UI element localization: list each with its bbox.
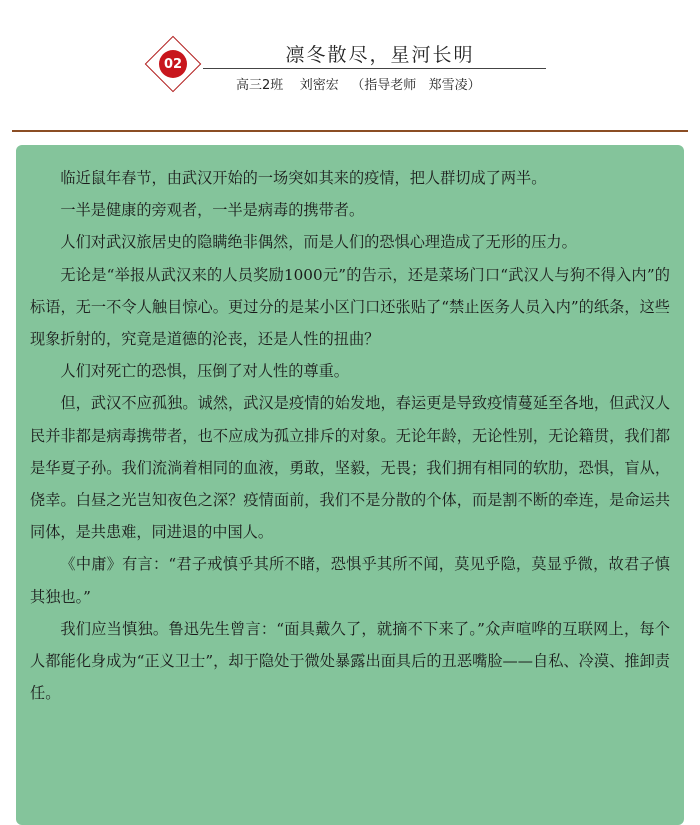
paragraph: 我们应当慎独。鲁迅先生曾言：“面具戴久了，就摘不下来了。”众声喧哗的互联网上，每个人都能化身成为“正义卫士”，却于隐处于微处暴露出面具后的丑恶嘴脸——自私、冷漠、推卸责任。 bbox=[30, 619, 670, 703]
issue-badge bbox=[147, 38, 199, 90]
paragraph: 但，武汉不应孤独。诚然，武汉是疫情的始发地，春运更是导致疫情蔓延至各地，但武汉人民并非都是病毒携带者，也不应成为孤立排斥的对象。无论年龄，无论性别，无论籍贯，我们都是华夏子孙。我们流淌着相同的血液，勇敢，坚毅，无畏；我们拥有相同的软肋，恐惧，盲从，侥幸。白昼之光岂知夜色之深？疫情面前，我们不是分散的个体，而是割不断的牵连，是命运共同体，是共患难，同进退的中国人。 bbox=[30, 394, 670, 542]
article-header bbox=[0, 0, 700, 135]
author-byline: 高三2班 刘密宏 （指导老师 郑雪凌） bbox=[236, 78, 481, 93]
paragraph: 临近鼠年春节，由武汉开始的一场突如其来的疫情，把人群切成了两半。 bbox=[60, 169, 547, 187]
paragraph: 人们对武汉旅居史的隐瞒绝非偶然，而是人们的恐惧心理造成了无形的压力。 bbox=[60, 233, 577, 252]
section-divider bbox=[12, 130, 688, 132]
paragraph: 无论是“举报从武汉来的人员奖励1000元”的告示，还是菜场门口“武汉人与狗不得入内”的标语，无一不令人触目惊心。更过分的是某小区门口还张贴了“禁止医务人员入内”的纸条，这些现象折射的，究竟是道德的沦丧，还是人性的扭曲？ bbox=[30, 265, 670, 349]
article-title: 凛冬散尽，星河长明 bbox=[285, 44, 475, 66]
badge-number: 02 bbox=[159, 50, 187, 78]
paragraph: 人们对死亡的恐惧，压倒了对人性的尊重。 bbox=[60, 362, 349, 381]
article-body bbox=[30, 162, 670, 709]
title-underline bbox=[203, 68, 546, 69]
paragraph: 《中庸》有言：“君子戒慎乎其所不睹，恐惧乎其所不闻，莫见乎隐，莫显乎微，故君子慎其独也。” bbox=[30, 555, 670, 606]
paragraph: 一半是健康的旁观者，一半是病毒的携带者。 bbox=[60, 201, 365, 220]
